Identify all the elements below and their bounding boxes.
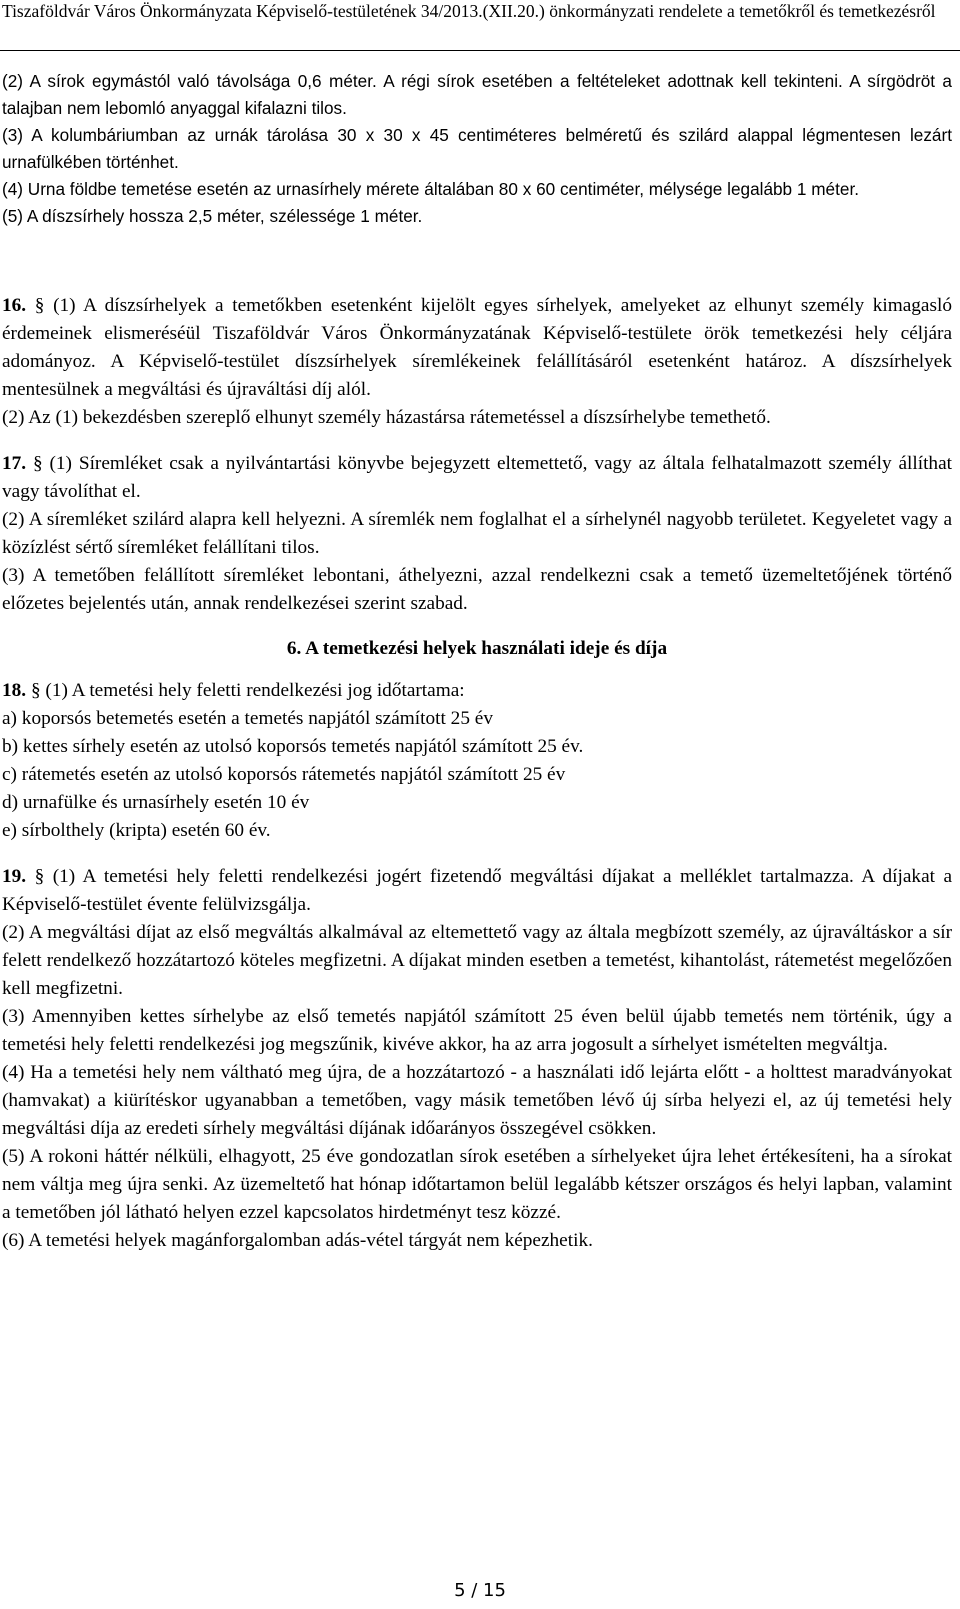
document-body (2, 292, 952, 1255)
list-item: b) kettes sírhely esetén az utolsó koporsós temetés napjától számított 25 év. (2, 736, 584, 757)
list-item: a) koporsós betemetés esetén a temetés napjától számított 25 év (2, 708, 493, 729)
section-number: 19. (2, 866, 27, 887)
section-16-paragraph-1 (2, 292, 952, 404)
chapter-title: 6. A temetkezési helyek használati ideje és díja (286, 638, 668, 659)
paragraph: (3) Amennyiben kettes sírhelybe az első temetés napjától számított 25 éven belül újabb temetés nem történik, úgy a temetési hely feletti rendelkezési jog megszűnik, kivéve akkor, ha az arra jogosult a sírhelyet ismételten megváltja. (2, 1006, 952, 1055)
section-number: 16. (2, 295, 27, 316)
paragraph-text: (1) A temetési hely feletti rendelkezési jog időtartama: (45, 680, 465, 701)
section-18-intro (2, 677, 952, 705)
section-number: 18. (2, 680, 27, 701)
paragraph-text: (1) A díszsírhelyek a temetőkben esetenként kijelölt egyes sírhelyek, amelyeket az elhunyt személy kimagasló érdemeinek elismeréséül Tiszaföldvár Város Önkormányzatának Képviselő-testülete örök temetkezési hely céljára adományoz. A Képviselő-testület díszsírhelyek síremlékeinek felállításáról esetenként határoz. A díszsírhelyek mentesülnek a megváltási és újraváltási díj alól. (2, 295, 952, 400)
paragraph: (6) A temetési helyek magánforgalomban adás-vétel tárgyát nem képezhetik. (2, 1230, 593, 1251)
paragraph: (2) A megváltási díjat az első megváltás alkalmával az eltemettető vagy az általa megbízott személy, az újraváltáskor a sír felett rendelkező hozzátartozó köteles megfizetni. A díjakat minden esetben a temetést, kihantolást, rátemetést megelőzően kell megfizetni. (2, 922, 952, 999)
paragraph-text: (1) Síremléket csak a nyilvántartási könyvbe bejegyzett eltemettető, vagy az általa felhatalmazott személy állíthat vagy távolíthat el. (2, 453, 952, 502)
list-item: c) rátemetés esetén az utolsó koporsós rátemetés napjától számított 25 év (2, 764, 566, 785)
section-15-continuation (2, 68, 952, 230)
header-divider (0, 50, 960, 51)
document-header (0, 0, 960, 22)
paragraph: (3) A temetőben felállított síremléket lebontani, áthelyezni, azzal rendelkezni csak a temető üzemeltetőjének történő előzetes bejelentés után, annak rendelkezései szerint szabad. (2, 565, 952, 614)
paragraph-text: (1) A temetési hely feletti rendelkezési jogért fizetendő megváltási díjakat a melléklet tartalmazza. A díjakat a Képviselő-testület évente felülvizsgálja. (2, 866, 953, 915)
section-symbol: § (30, 680, 41, 701)
paragraph: (4) Ha a temetési hely nem váltható meg újra, de a hozzátartozó - a használati idő lejárta előtt - a holttest maradványokat (hamvakat) a kiürítéskor ugyanabban a temetőben, vagy másik temetőben lévő új sírba helyezi el, az új temetési hely megváltási díja az eredeti sírhely megváltási díjának időarányos összegével csökken. (2, 1062, 952, 1139)
paragraph: (2) Az (1) bekezdésben szereplő elhunyt személy házastársa rátemetéssel a díszsírhelybe temethető. (2, 407, 771, 428)
list-item: d) urnafülke és urnasírhely esetén 10 év (2, 792, 310, 813)
paragraph: (3) A kolumbáriumban az urnák tárolása 30 x 30 x 45 centiméteres belméretű és szilárd alappal légmentesen lezárt urnafülkében történhet. (2, 125, 952, 172)
paragraph: (5) A rokoni háttér nélküli, elhagyott, 25 éve gondozatlan sírok esetében a sírhelyeket újra lehet értékesíteni, ha a sírokat nem váltja meg újra senki. Az üzemeltető hat hónap időtartamon belül legalább kétszer országos és helyi lapban, valamint a temetőben jól látható helyen ezzel kapcsolatos hirdetményt tesz közzé. (2, 1146, 952, 1223)
paragraph: (5) A díszsírhely hossza 2,5 méter, szélessége 1 méter. (2, 206, 423, 226)
section-symbol: § (32, 453, 43, 474)
section-symbol: § (34, 295, 45, 316)
section-symbol: § (34, 866, 45, 887)
header-title: Tiszaföldvár Város Önkormányzata Képviselő-testületének 34/2013.(XII.20.) önkormányzati rendelete a temetőkről és temetkezésről (2, 1, 936, 21)
paragraph: (2) A sírok egymástól való távolsága 0,6 méter. A régi sírok esetében a feltételeket adottnak kell tekinteni. A sírgödröt a talajban nem lebomló anyaggal kifalazni tilos. (2, 71, 952, 118)
section-17-paragraph-1 (2, 450, 952, 506)
paragraph: (2) A síremléket szilárd alapra kell helyezni. A síremlék nem foglalhat el a sírhelynél nagyobb területet. Kegyeletet vagy a közízlést sértő síremléket felállítani tilos. (2, 509, 952, 558)
list-item: e) sírbolthely (kripta) esetén 60 év. (2, 820, 271, 841)
page-number: 5 / 15 (454, 1580, 506, 1601)
section-19-paragraph-1 (2, 863, 952, 919)
section-number: 17. (2, 453, 27, 474)
paragraph: (4) Urna földbe temetése esetén az urnasírhely mérete általában 80 x 60 centiméter, mélysége legalább 1 méter. (2, 179, 859, 199)
page-footer (0, 1580, 960, 1602)
